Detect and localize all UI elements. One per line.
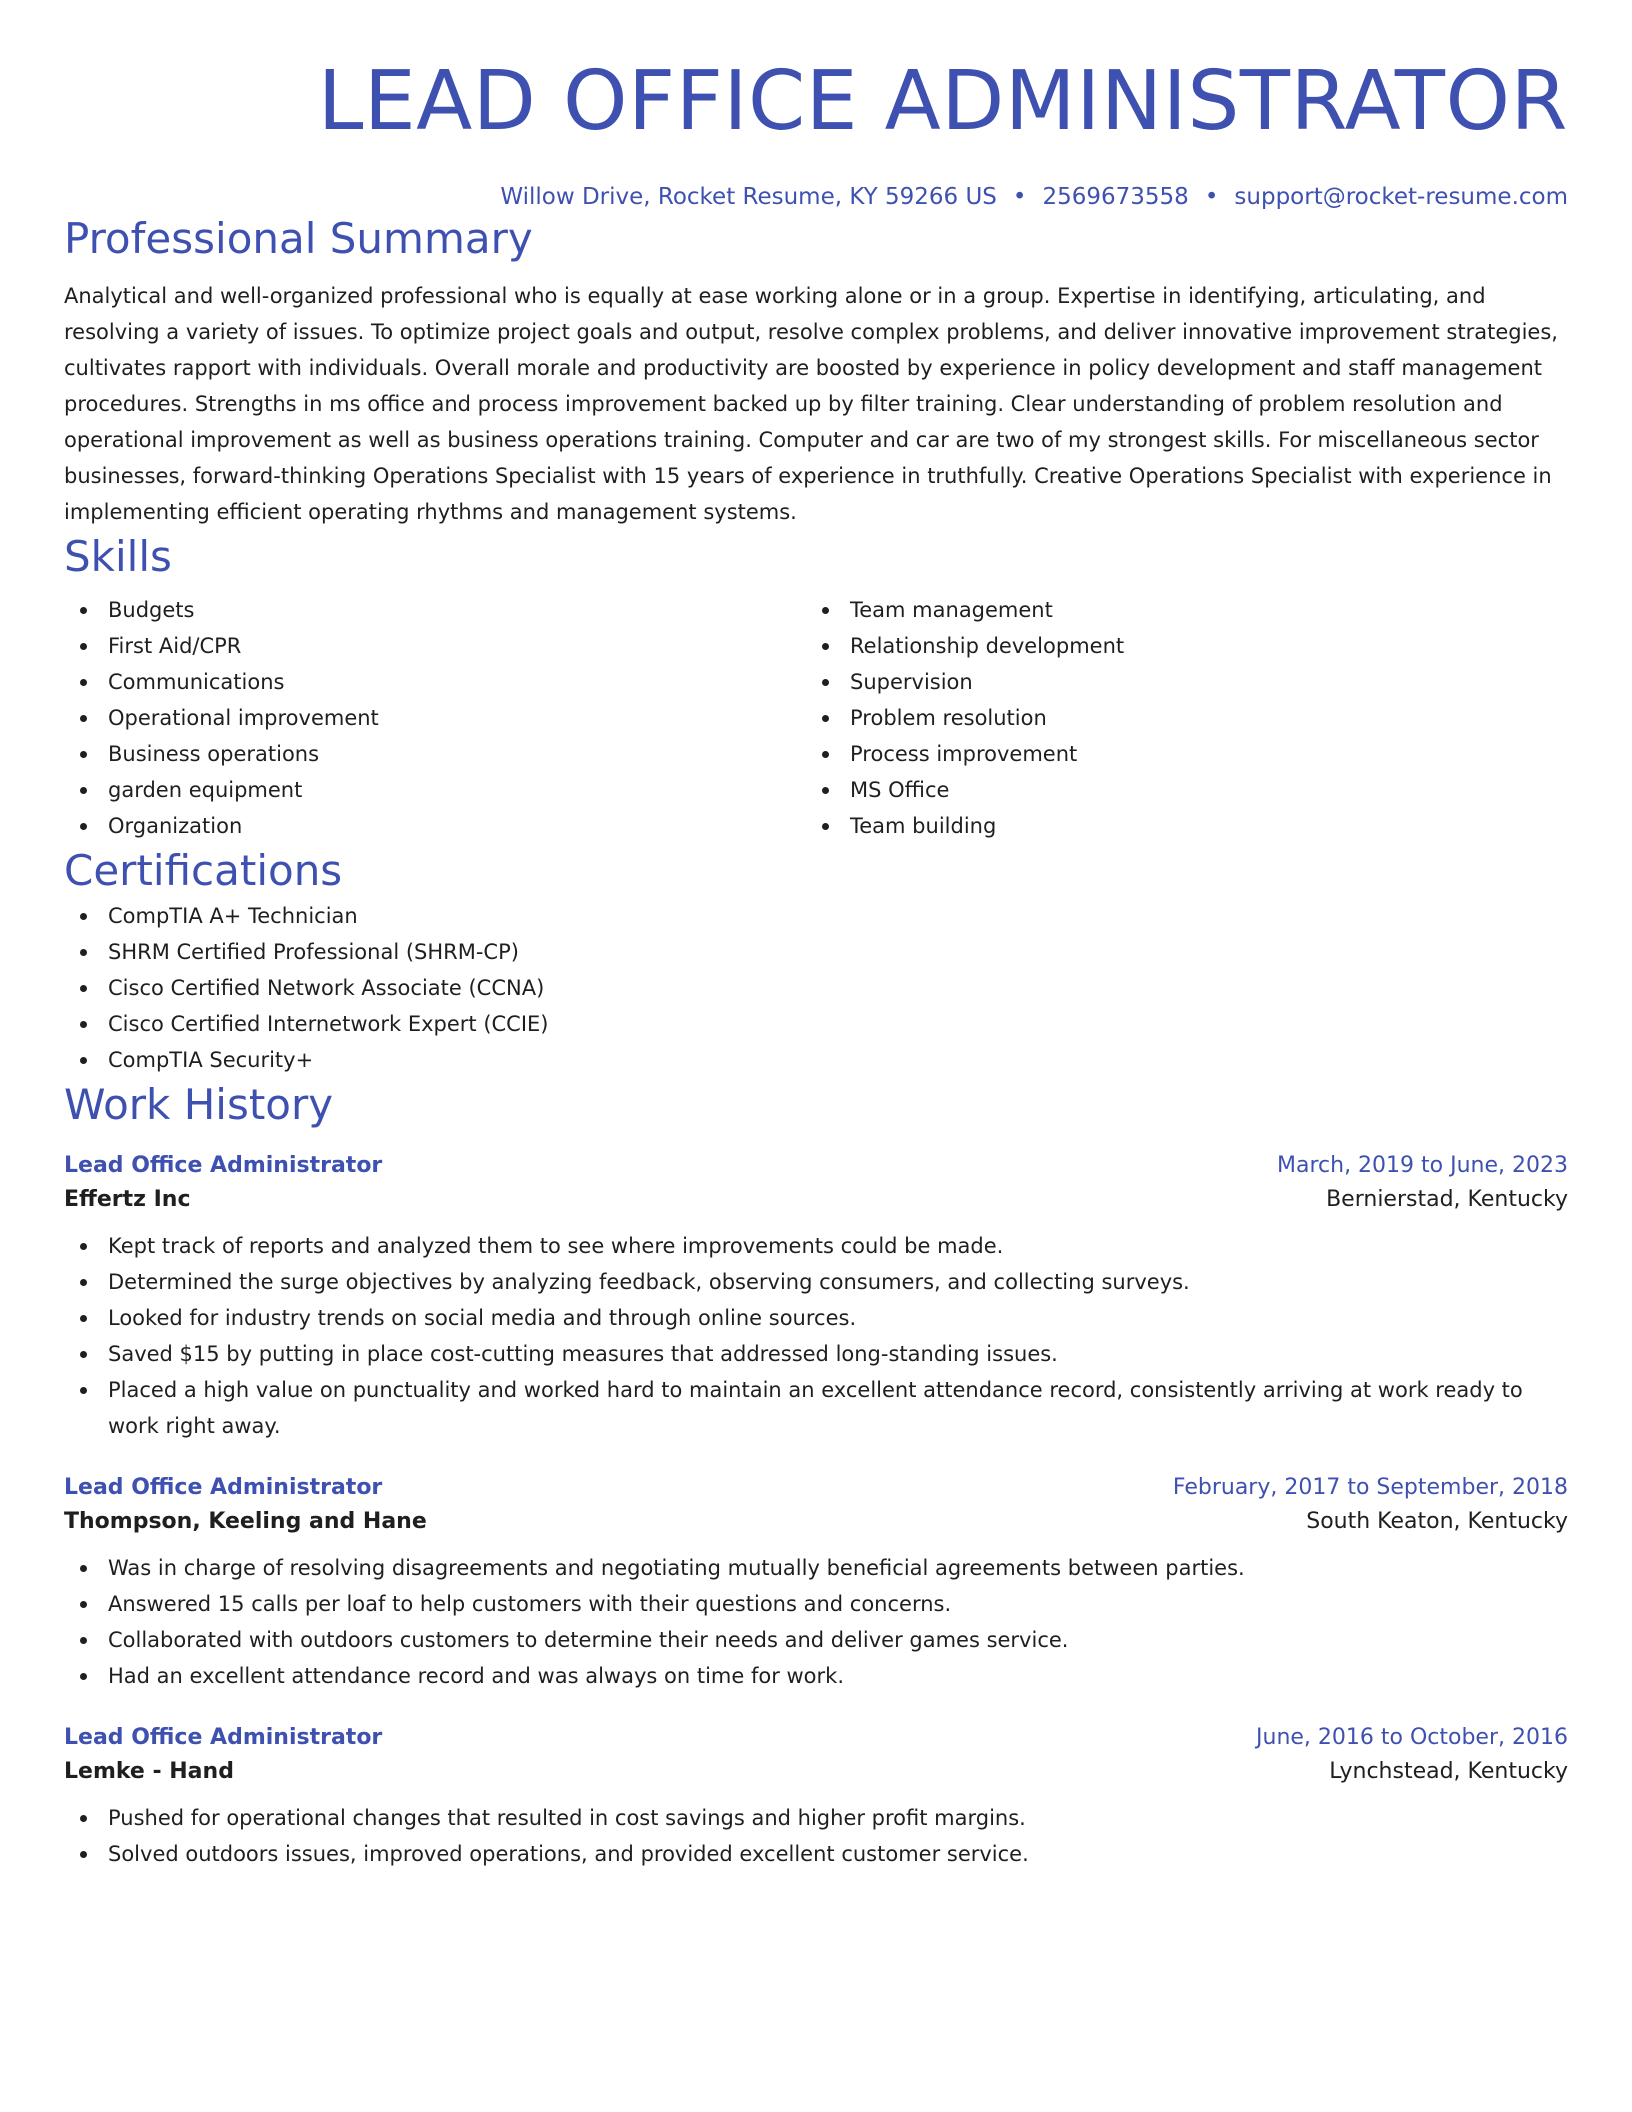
certifications-list <box>64 898 1568 1078</box>
skills-heading: Skills <box>64 532 172 581</box>
skill-item: Team building <box>806 808 1548 844</box>
job-duty: Placed a high value on punctuality and worked hard to maintain an excellent attendance record, consistently arriving at work ready to work right away. <box>64 1372 1568 1444</box>
skill-item: MS Office <box>806 772 1548 808</box>
skill-item: Operational improvement <box>64 700 806 736</box>
certification-item: Cisco Certified Network Associate (CCNA) <box>64 970 1568 1006</box>
skills-columns <box>64 592 1568 844</box>
job-duty: Pushed for operational changes that resulted in cost savings and higher profit margins. <box>64 1800 1568 1836</box>
job-dates: March, 2019 to June, 2023 <box>1277 1153 1568 1178</box>
contact-email[interactable]: support@rocket-resume.com <box>1234 184 1568 210</box>
job-duty: Answered 15 calls per loaf to help customers with their questions and concerns. <box>64 1586 1568 1622</box>
job-duty: Collaborated with outdoors customers to determine their needs and deliver games service. <box>64 1622 1568 1658</box>
job-title: Lead Office Administrator <box>64 1725 383 1750</box>
contact-address: Willow Drive, Rocket Resume, KY 59266 US <box>500 184 997 210</box>
job-duty: Kept track of reports and analyzed them to see where improvements could be made. <box>64 1228 1568 1264</box>
resume-title: LEAD OFFICE ADMINISTRATOR <box>317 54 1568 149</box>
contact-separator: • <box>1012 184 1027 210</box>
job-duties <box>64 1550 1568 1694</box>
job-header-row <box>64 1722 1568 1754</box>
contact-phone: 2569673558 <box>1042 184 1189 210</box>
job-location: Bernierstad, Kentucky <box>1326 1187 1568 1212</box>
job-duty: Had an excellent attendance record and was always on time for work. <box>64 1658 1568 1694</box>
job-header-row <box>64 1150 1568 1182</box>
skills-list-left <box>64 592 806 844</box>
contact-line <box>64 182 1568 212</box>
skills-list-right <box>806 592 1548 844</box>
skill-item: Budgets <box>64 592 806 628</box>
skill-item: Team management <box>806 592 1548 628</box>
job-location: South Keaton, Kentucky <box>1306 1509 1568 1534</box>
job-company-row <box>64 1504 1568 1540</box>
skill-item: Process improvement <box>806 736 1548 772</box>
job-duty: Was in charge of resolving disagreements and negotiating mutually beneficial agreements between parties. <box>64 1550 1568 1586</box>
certification-item: CompTIA Security+ <box>64 1042 1568 1078</box>
job-duty: Looked for industry trends on social media and through online sources. <box>64 1300 1568 1336</box>
skill-item: Communications <box>64 664 806 700</box>
job-title: Lead Office Administrator <box>64 1475 383 1500</box>
job-duties <box>64 1228 1568 1444</box>
job-title: Lead Office Administrator <box>64 1153 383 1178</box>
job-company: Thompson, Keeling and Hane <box>64 1509 427 1534</box>
work-history-heading: Work History <box>64 1080 334 1129</box>
contact-separator: • <box>1204 184 1219 210</box>
job-duties <box>64 1800 1568 1872</box>
job-duty: Determined the surge objectives by analyzing feedback, observing consumers, and collecting surveys. <box>64 1264 1568 1300</box>
summary-heading: Professional Summary <box>64 214 533 263</box>
job-company-row <box>64 1754 1568 1790</box>
certifications-heading: Certifications <box>64 846 343 895</box>
job-entry <box>64 1472 1568 1694</box>
job-entry <box>64 1722 1568 1872</box>
skill-item: First Aid/CPR <box>64 628 806 664</box>
skill-item: Organization <box>64 808 806 844</box>
job-location: Lynchstead, Kentucky <box>1329 1759 1568 1784</box>
job-dates: February, 2017 to September, 2018 <box>1172 1475 1568 1500</box>
certification-item: SHRM Certified Professional (SHRM-CP) <box>64 934 1568 970</box>
skill-item: Business operations <box>64 736 806 772</box>
skill-item: Supervision <box>806 664 1548 700</box>
job-duty: Solved outdoors issues, improved operations, and provided excellent customer service. <box>64 1836 1568 1872</box>
job-header-row <box>64 1472 1568 1504</box>
job-duty: Saved $15 by putting in place cost-cutting measures that addressed long-standing issues. <box>64 1336 1568 1372</box>
job-dates: June, 2016 to October, 2016 <box>1256 1725 1568 1750</box>
skill-item: garden equipment <box>64 772 806 808</box>
certification-item: Cisco Certified Internetwork Expert (CCIE) <box>64 1006 1568 1042</box>
job-company-row <box>64 1182 1568 1218</box>
job-company: Lemke - Hand <box>64 1759 234 1784</box>
job-entry <box>64 1150 1568 1444</box>
job-company: Effertz Inc <box>64 1187 191 1212</box>
certification-item: CompTIA A+ Technician <box>64 898 1568 934</box>
summary-text: Analytical and well-organized professional who is equally at ease working alone or in a group. Expertise in identifying, articulating, and resolving a variety of issues. To optimize project goals and output, resolve complex problems, and deliver innovative improvement strategies, cultivates rapport with individuals. Overall morale and productivity are boosted by experience in policy development and staff management procedures. Strengths in ms office and process improvement backed up by filter training. Clear understanding of problem resolution and operational improvement as well as business operations training. Computer and car are two of my strongest skills. For miscellaneous sector businesses, forward-thinking Operations Specialist with 15 years of experience in truthfully. Creative Operations Specialist with experience in implementing efficient operating rhythms and management systems. <box>64 284 1558 524</box>
skill-item: Relationship development <box>806 628 1548 664</box>
skill-item: Problem resolution <box>806 700 1548 736</box>
